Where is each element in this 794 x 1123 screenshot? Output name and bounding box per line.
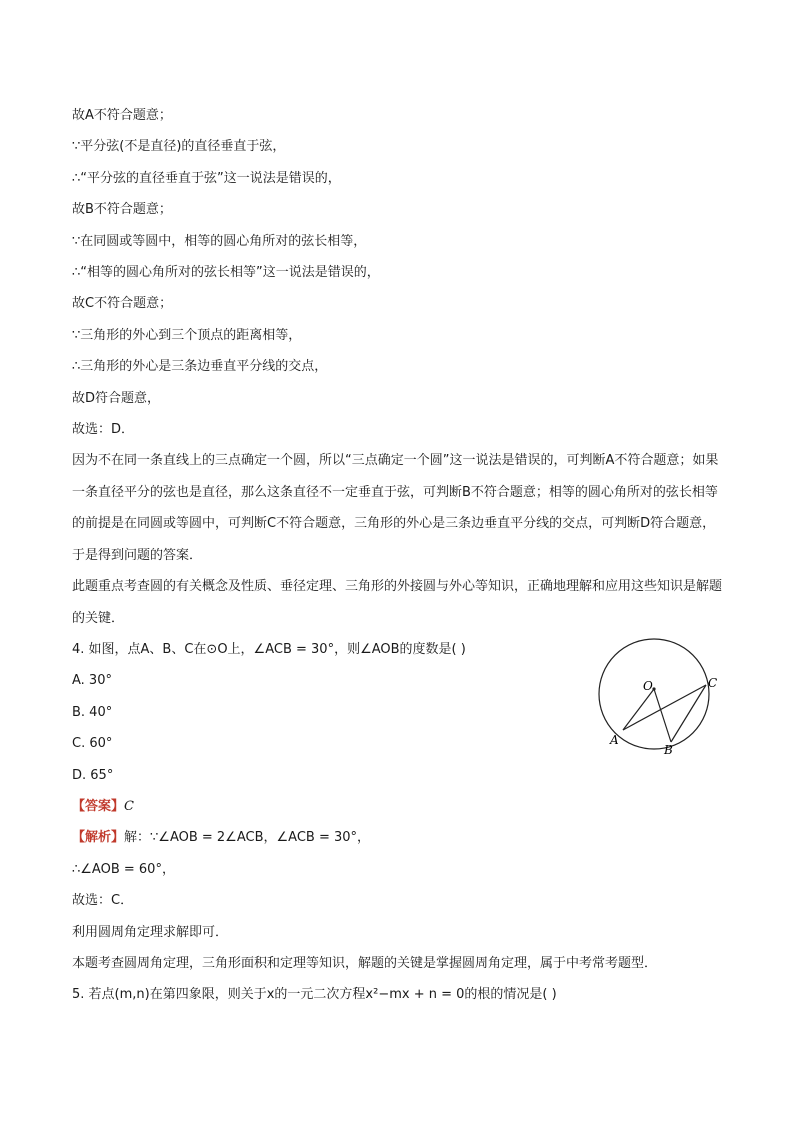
solution-note: 利用圆周角定理求解即可． [72, 924, 229, 940]
segment-oa [623, 689, 654, 730]
option-d: D. 65° [72, 767, 114, 783]
solution-text: 解：∵∠AOB = 2∠ACB，∠ACB = 30°， [124, 830, 371, 846]
text-line: 故选：D． [72, 422, 135, 438]
label-c: C [708, 676, 718, 690]
comment-paragraph: 此题重点考查圆的有关概念及性质、垂径定理、三角形的外接圆与外心等知识，正确地理解和应用这些知识是解题的关键． [72, 579, 723, 626]
question-4-stem: 4. 如图，点A、B、C在⊙O上，∠ACB = 30°，则∠AOB的度数是( ) [72, 641, 466, 657]
solution-line-1 [72, 822, 722, 853]
text-line: ∵三角形的外心到三个顶点的距离相等， [72, 327, 302, 343]
text-line: 故B不符合题意； [72, 202, 172, 218]
text-line: ∴“平分弦的直径垂直于弦”这一说法是错误的， [72, 170, 341, 186]
center-point [652, 687, 655, 690]
answer-tag: 【答案】 [72, 798, 125, 814]
document-page [72, 100, 722, 1011]
analysis-tag: 【解析】 [72, 830, 125, 846]
label-b: B [664, 743, 673, 757]
question-5-stem: 5. 若点(m,n)在第四象限，则关于x的一元二次方程x²−mx + n = 0的根的情况是( ) [72, 987, 557, 1003]
text-line: ∴三角形的外心是三条边垂直平分线的交点， [72, 359, 328, 375]
segment-ob [654, 689, 671, 742]
option-b: B. 40° [72, 704, 113, 720]
text-line: ∵在同圆或等圆中，相等的圆心角所对的弦长相等， [72, 233, 367, 249]
answer-line [72, 791, 722, 822]
analysis-paragraph: 因为不在同一条直线上的三点确定一个圆，所以“三点确定一个圆”这一说法是错误的，可判断A不符合题意；如果一条直径平分的弦也是直径，那么这条直径不一定垂直于弦，可判断B不符合题意；相等的圆心角所对的弦长相等的前提是在同圆或等圆中，可判断C不符合题意，三角形的外心是三条边垂直平分线的交点，可判断D符合题意，于是得到问题的答案． [72, 453, 719, 563]
option-c: C. 60° [72, 736, 113, 752]
question-4-comment: 本题考查圆周角定理，三角形面积和定理等知识，解题的关键是掌握圆周角定理，属于中考常考题型． [72, 955, 658, 971]
text-line: ∵平分弦(不是直径)的直径垂直于弦， [72, 139, 286, 155]
label-a: A [610, 733, 619, 747]
label-o: O [643, 679, 653, 693]
solution-line-3: 故选：C． [72, 893, 134, 909]
answer-value: C [124, 798, 134, 814]
text-line: 故D符合题意， [72, 390, 161, 406]
segment-bc [671, 685, 706, 742]
text-line: ∴“相等的圆心角所对的弦长相等”这一说法是错误的， [72, 265, 380, 281]
option-a: A. 30° [72, 673, 112, 689]
solution-line-2: ∴∠AOB = 60°， [72, 861, 175, 877]
circle-figure [596, 632, 726, 757]
text-line: 故C不符合题意； [72, 296, 173, 312]
text-line: 故A不符合题意； [72, 108, 172, 123]
